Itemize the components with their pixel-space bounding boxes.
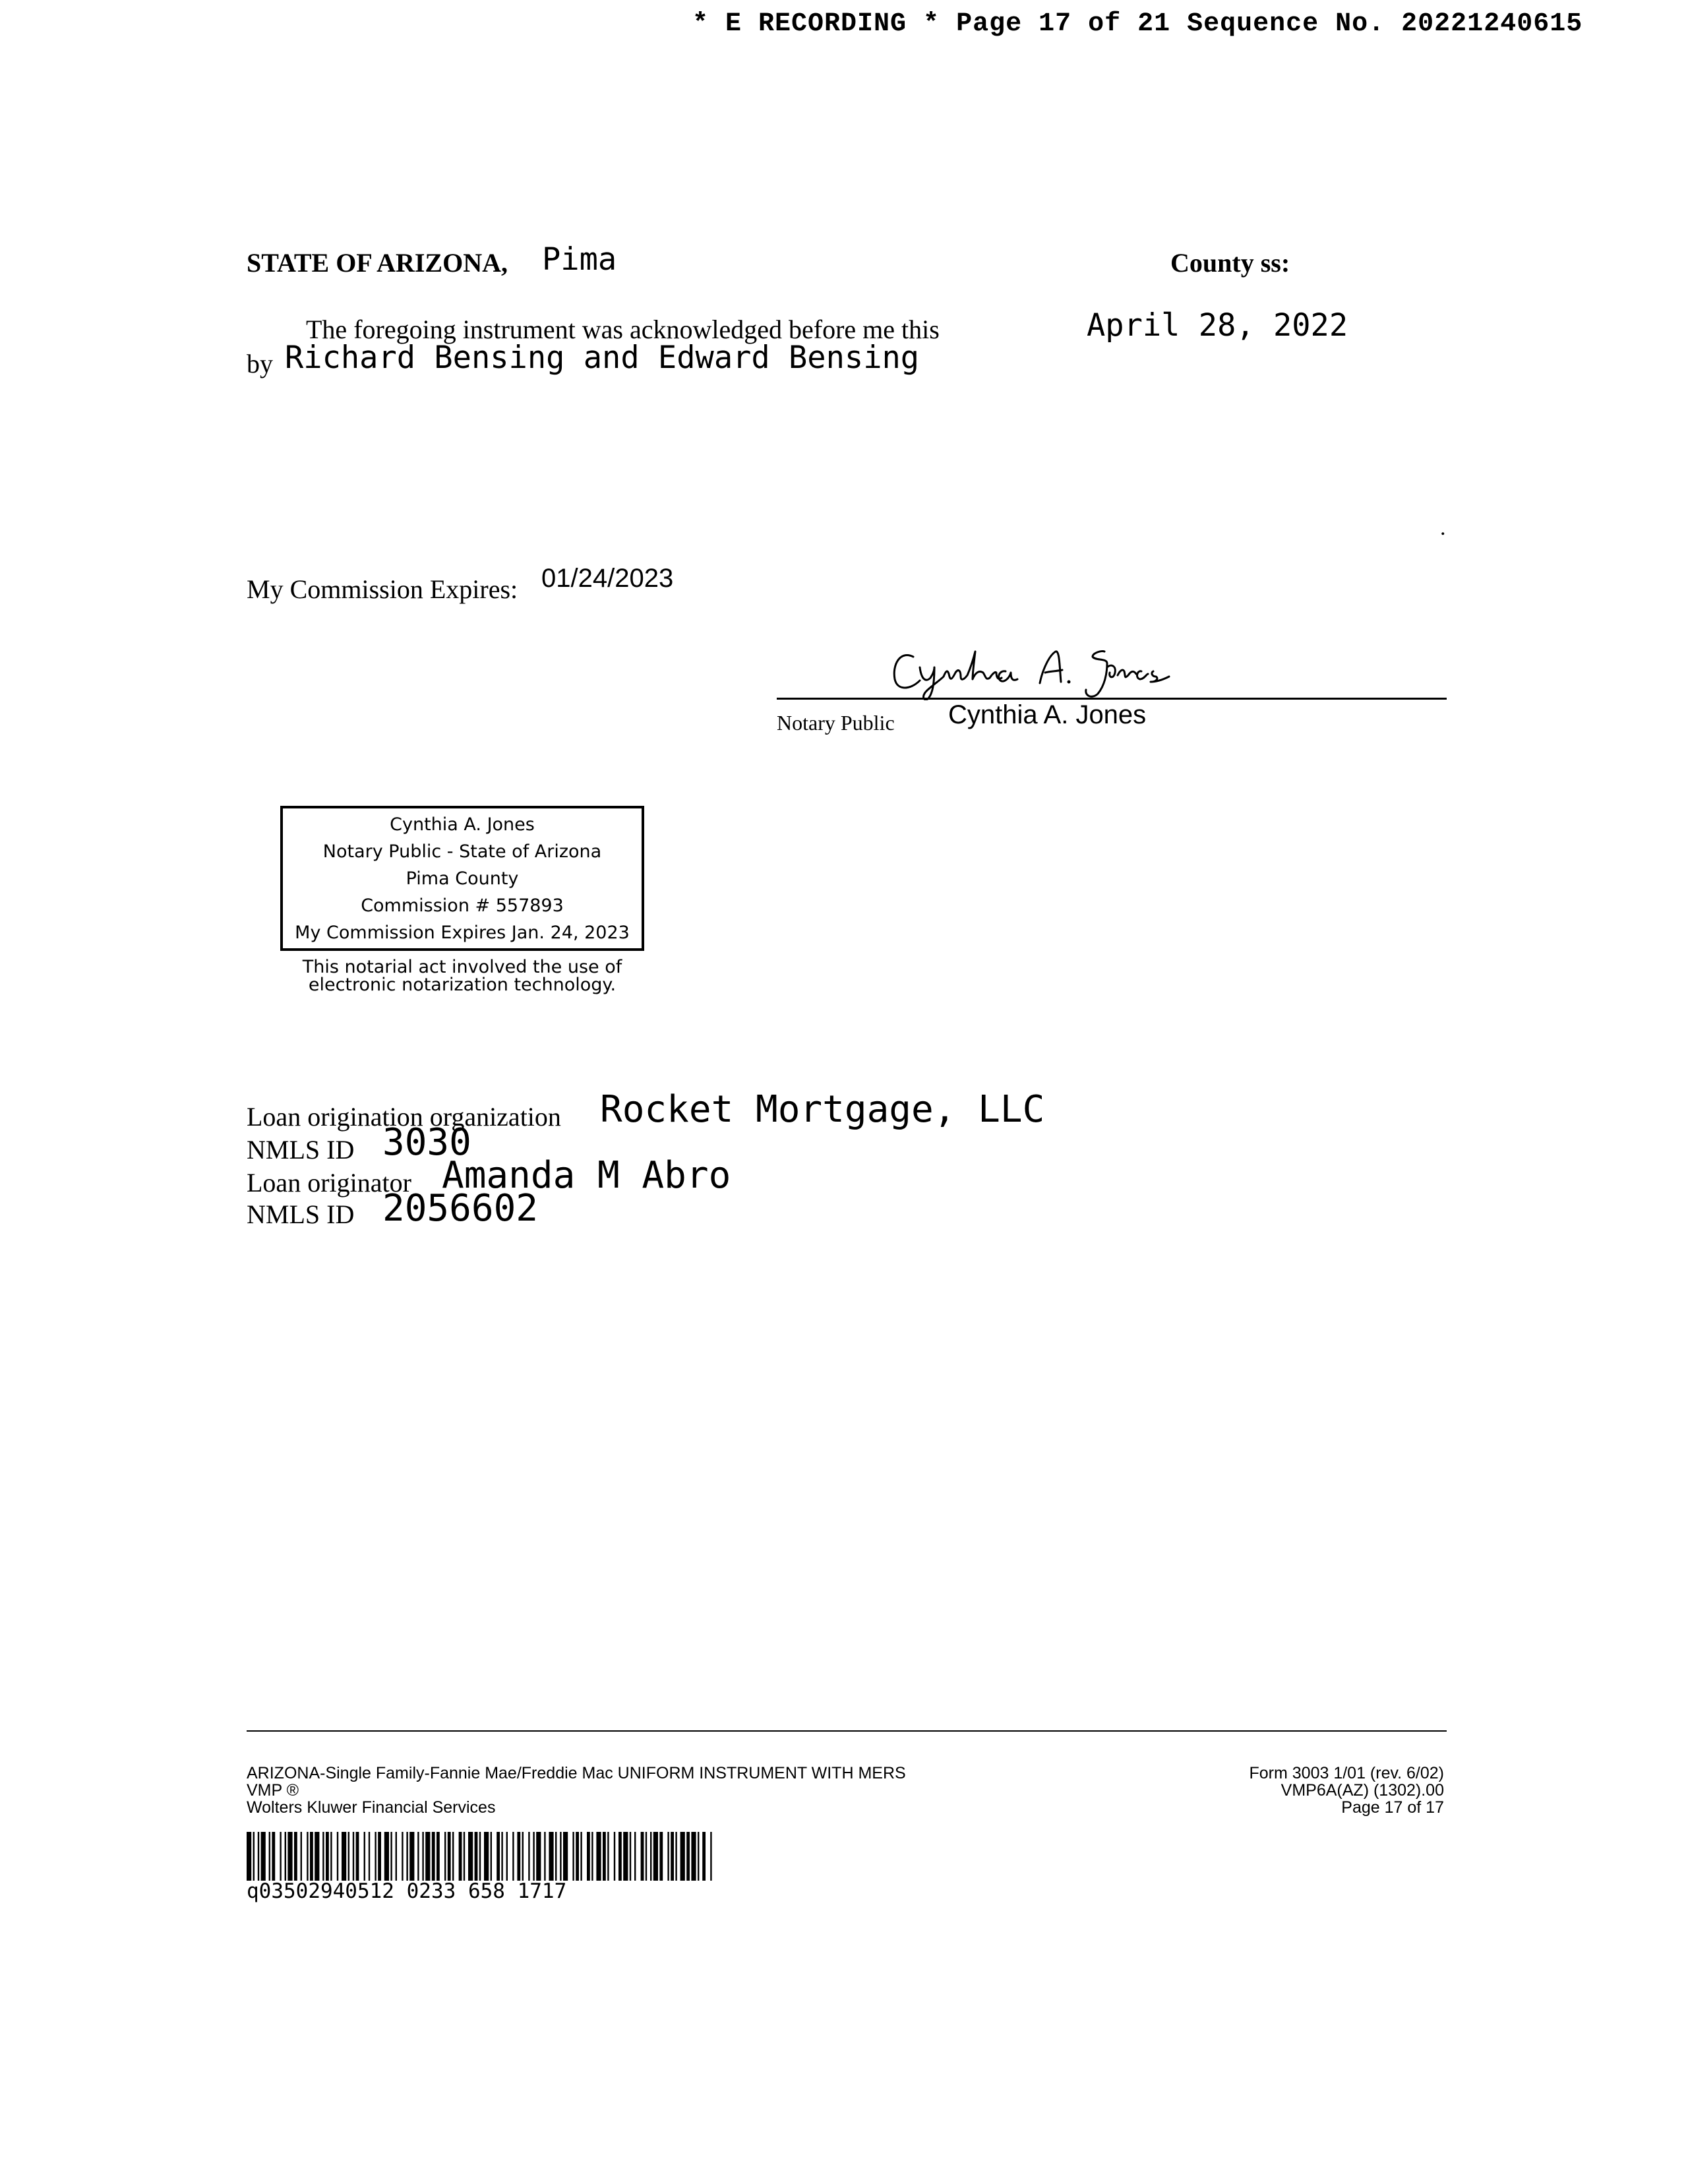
stray-dot: . <box>1440 516 1446 540</box>
footer-right <box>1249 1765 1444 1816</box>
footer-vmp: VMP ® <box>247 1781 299 1800</box>
footer-vmp-code: VMP6A(AZ) (1302).00 <box>1281 1781 1444 1800</box>
commission-expires-label: My Commission Expires: <box>247 574 518 604</box>
notary-seal <box>280 806 644 951</box>
note-line-1: This notarial act involved the use of <box>302 957 622 977</box>
loan-org-label: Loan origination organization <box>247 1102 561 1132</box>
footer-left <box>247 1765 906 1816</box>
recording-header: * E RECORDING * Page 17 of 21 Sequence No. 20221240615 <box>692 9 1583 39</box>
footer-form-number: Form 3003 1/01 (rev. 6/02) <box>1249 1764 1444 1782</box>
seal-line: Cynthia A. Jones <box>390 814 535 835</box>
electronic-notarization-note <box>280 958 644 994</box>
acknowledgment-text: The foregoing instrument was acknowledged before me this <box>306 315 940 344</box>
seal-line: Notary Public - State of Arizona <box>322 841 602 862</box>
footer-publisher: Wolters Kluwer Financial Services <box>247 1798 496 1817</box>
acknowledgment-date: April 28, 2022 <box>1087 307 1348 344</box>
seal-line: Pima County <box>406 868 519 889</box>
footer-page-number: Page 17 of 17 <box>1341 1798 1444 1817</box>
note-line-2: electronic notarization technology. <box>308 975 617 995</box>
notary-name: Cynthia A. Jones <box>948 700 1147 729</box>
signature-line <box>777 698 1447 700</box>
commission-expires-date: 01/24/2023 <box>541 564 674 593</box>
county-value: Pima <box>542 241 617 278</box>
footer-rule <box>247 1730 1447 1732</box>
loan-originator-label: Loan originator <box>247 1168 411 1198</box>
org-nmls-label: NMLS ID <box>247 1135 355 1165</box>
org-nmls-value: 3030 <box>382 1121 471 1164</box>
county-ss-label: County ss: <box>1170 248 1290 278</box>
loan-org-value: Rocket Mortgage, LLC <box>600 1088 1045 1131</box>
originator-nmls-label: NMLS ID <box>247 1199 355 1229</box>
originator-nmls-value: 2056602 <box>382 1187 539 1230</box>
barcode <box>247 1832 713 1881</box>
signer-names: Richard Bensing and Edward Bensing <box>285 340 920 376</box>
barcode-text: q03502940512 0233 658 1717 <box>247 1879 567 1903</box>
seal-line: Commission # 557893 <box>361 895 564 916</box>
loan-originator-value: Amanda M Abro <box>442 1154 731 1197</box>
by-label: by <box>247 349 273 379</box>
seal-line: My Commission Expires Jan. 24, 2023 <box>295 922 630 943</box>
footer-form-title: ARIZONA-Single Family-Fannie Mae/Freddie Mac UNIFORM INSTRUMENT WITH MERS <box>247 1764 906 1782</box>
notary-signature <box>887 641 1197 700</box>
notary-public-label: Notary Public <box>777 711 895 735</box>
state-label: STATE OF ARIZONA, <box>247 248 508 278</box>
